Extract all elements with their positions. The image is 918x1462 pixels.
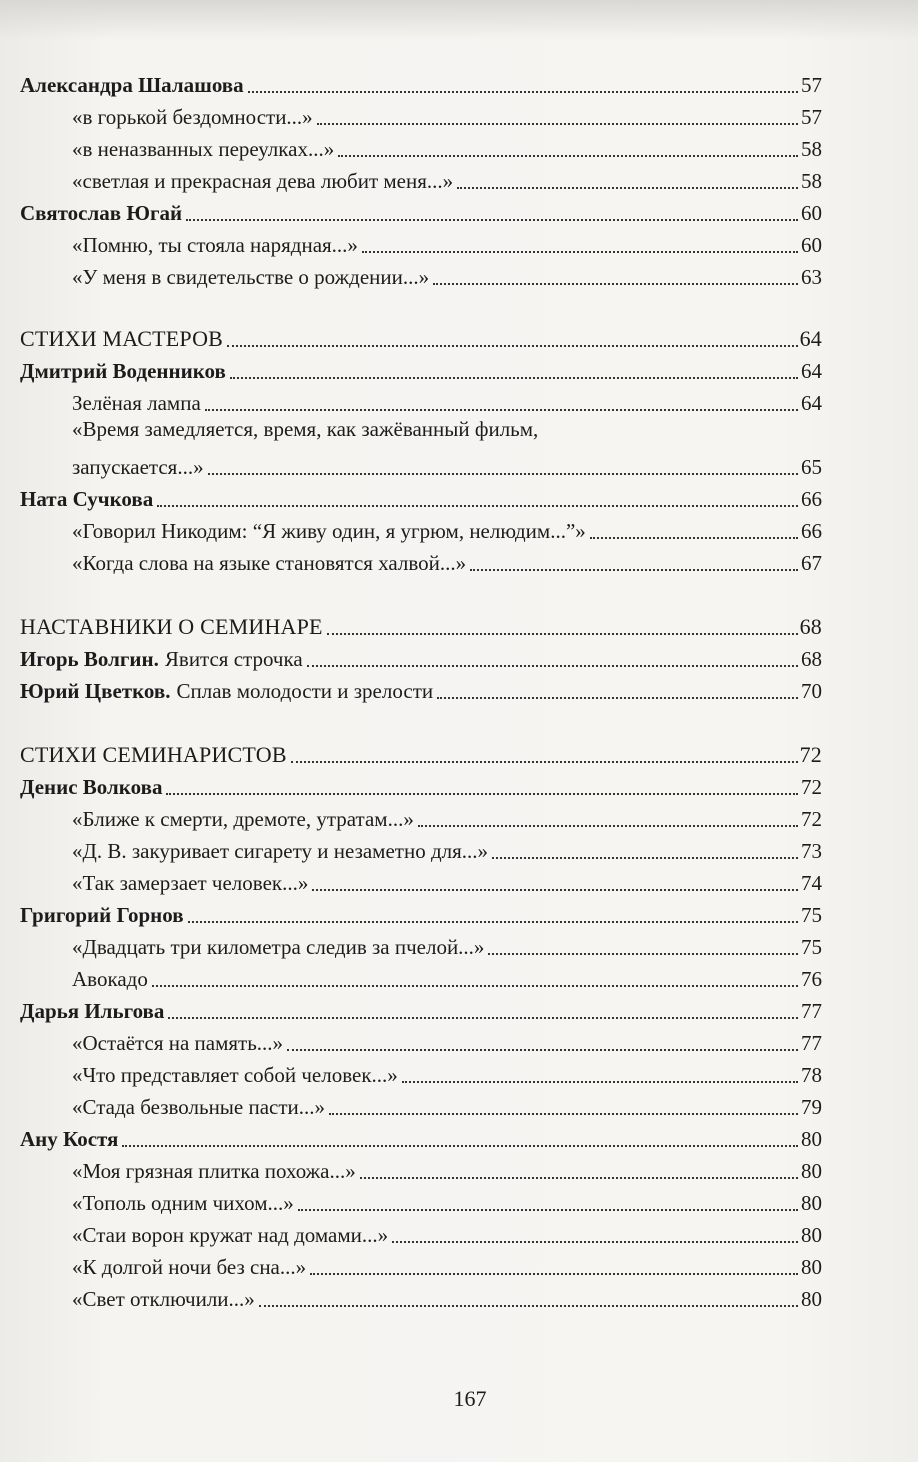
toc-entry-author	[20, 768, 822, 800]
toc-entry-author	[20, 352, 822, 384]
page-ref: 65	[801, 455, 822, 479]
poem-title: «Остаётся на память...»	[72, 1031, 284, 1055]
poem-title: «в горькой бездомности...»	[72, 105, 313, 129]
page-ref: 80	[801, 1159, 822, 1183]
page-ref: 75	[801, 935, 822, 959]
dot-leader	[259, 1295, 798, 1307]
poem-title: «Д. В. закуривает сигарету и незаметно для...»	[72, 839, 489, 863]
poem-title: «Двадцать три километра следив за пчелой...»	[72, 935, 485, 959]
page-ref: 60	[801, 201, 822, 225]
author-name: Александра Шалашова	[20, 73, 244, 97]
dot-leader	[186, 209, 798, 221]
poem-title: «Стаи ворон кружат над домами...»	[72, 1223, 389, 1247]
toc-entry-poem	[72, 384, 822, 416]
author-name: Святослав Югай	[20, 201, 183, 225]
author-name: Ану Костя	[20, 1127, 119, 1151]
dot-leader	[208, 463, 798, 475]
dot-leader	[488, 943, 798, 955]
dot-leader	[360, 1167, 798, 1179]
essay-title: Сплав молодости и зрелости	[176, 679, 434, 703]
toc-entry-author	[20, 992, 822, 1024]
section-title: СТИХИ МАСТЕРОВ	[20, 326, 224, 351]
toc-entry-essay	[20, 672, 822, 704]
dot-leader	[298, 1199, 798, 1211]
dot-leader	[287, 1039, 798, 1051]
page-number: 167	[453, 1386, 487, 1411]
page-ref: 74	[801, 871, 822, 895]
page-ref: 58	[801, 137, 822, 161]
dot-leader	[230, 367, 798, 379]
page-ref: 75	[801, 903, 822, 927]
page-ref: 78	[801, 1063, 822, 1087]
toc-entry-poem	[72, 800, 822, 832]
page-ref: 77	[801, 1031, 822, 1055]
dot-leader	[392, 1231, 798, 1243]
poem-title: «Моя грязная плитка похожа...»	[72, 1159, 356, 1183]
dot-leader	[470, 559, 798, 571]
dot-leader	[312, 879, 798, 891]
toc-entry-poem	[72, 928, 822, 960]
toc-entry-poem	[72, 832, 822, 864]
dot-leader	[338, 145, 798, 157]
poem-title: Авокадо	[72, 967, 148, 991]
page-ref: 77	[801, 999, 822, 1023]
dot-leader	[492, 847, 798, 859]
toc-entry-poem	[72, 1088, 822, 1120]
poem-title: «Так замерзает человек...»	[72, 871, 309, 895]
toc-entry-poem	[72, 130, 822, 162]
toc-entry-poem	[72, 258, 822, 290]
toc-entry-poem	[72, 226, 822, 258]
poem-title: «Стада безвольные пасти...»	[72, 1095, 326, 1119]
page-ref: 68	[799, 614, 822, 639]
page-ref: 67	[801, 551, 822, 575]
toc-entry-poem	[72, 544, 822, 576]
dot-leader	[307, 655, 798, 667]
poem-title-line1: «Время замедляется, время, как зажёванный фильм,	[72, 417, 539, 441]
page-ref: 72	[801, 775, 822, 799]
toc-section-heading	[20, 736, 822, 768]
author-name: Ната Сучкова	[20, 487, 154, 511]
dot-leader	[188, 911, 798, 923]
page-ref: 80	[801, 1223, 822, 1247]
author-name: Денис Волкова	[20, 775, 163, 799]
page-ref: 80	[801, 1191, 822, 1215]
toc-entry-author	[20, 480, 822, 512]
toc-entry-poem	[72, 1216, 822, 1248]
toc-entry-author	[20, 1120, 822, 1152]
dot-leader	[310, 1263, 798, 1275]
page-ref: 58	[801, 169, 822, 193]
dot-leader	[166, 783, 798, 795]
poem-title: «Ближе к смерти, дремоте, утратам...»	[72, 807, 414, 831]
poem-title: «светлая и прекрасная дева любит меня...»	[72, 169, 454, 193]
poem-title: «К долгой ночи без сна...»	[72, 1255, 307, 1279]
page-shadow	[0, 0, 918, 40]
dot-leader	[157, 495, 798, 507]
toc-entry-poem	[72, 162, 822, 194]
toc-entry-poem	[72, 1248, 822, 1280]
toc-entry-poem	[72, 512, 822, 544]
dot-leader	[433, 273, 798, 285]
page-ref: 73	[801, 839, 822, 863]
dot-leader	[329, 1103, 798, 1115]
page-ref: 70	[801, 679, 822, 703]
dot-leader	[291, 751, 798, 763]
author-name: Дарья Ильгова	[20, 999, 165, 1023]
poem-title: «Свет отключили...»	[72, 1287, 255, 1311]
page-ref: 80	[801, 1127, 822, 1151]
page-ref: 72	[799, 742, 822, 767]
poem-title: «Что представляет собой человек...»	[72, 1063, 398, 1087]
page-ref: 72	[801, 807, 822, 831]
author-name: Игорь Волгин.	[20, 647, 159, 671]
toc-entry-poem	[72, 1184, 822, 1216]
poem-title: «Когда слова на языке становятся халвой...»	[72, 551, 467, 575]
author-name: Григорий Горнов	[20, 903, 184, 927]
dot-leader	[327, 623, 798, 635]
toc-entry-poem	[72, 98, 822, 130]
page-ref: 57	[801, 105, 822, 129]
toc-entry-poem	[72, 960, 822, 992]
poem-title: Зелёная лампа	[72, 391, 201, 415]
dot-leader	[362, 241, 798, 253]
page-ref: 66	[801, 519, 822, 543]
page-ref: 64	[799, 326, 822, 351]
dot-leader	[590, 527, 798, 539]
page-ref: 64	[801, 391, 822, 415]
section-title: НАСТАВНИКИ О СЕМИНАРЕ	[20, 614, 323, 639]
toc-entry-author	[20, 896, 822, 928]
toc-entry-author	[20, 66, 822, 98]
essay-title: Явится строчка	[164, 647, 303, 671]
poem-title: «Тополь одним чихом...»	[72, 1191, 294, 1215]
toc-entry-poem	[72, 864, 822, 896]
poem-title: запускается...»	[72, 455, 204, 479]
toc-entry-poem	[72, 1024, 822, 1056]
toc-entry-author	[20, 194, 822, 226]
toc-entry-poem	[72, 1056, 822, 1088]
dot-leader	[437, 687, 798, 699]
page-ref: 63	[801, 265, 822, 289]
page-ref: 80	[801, 1255, 822, 1279]
dot-leader	[457, 177, 798, 189]
dot-leader	[248, 81, 798, 93]
page-ref: 57	[801, 73, 822, 97]
toc-entry-poem	[72, 1280, 822, 1312]
toc-entry-poem	[72, 1152, 822, 1184]
page-ref: 68	[801, 647, 822, 671]
toc-entry-poem	[72, 448, 822, 480]
toc-section-heading	[20, 608, 822, 640]
page-ref: 76	[801, 967, 822, 991]
dot-leader	[402, 1071, 798, 1083]
section-title: СТИХИ СЕМИНАРИСТОВ	[20, 742, 287, 767]
dot-leader	[168, 1007, 798, 1019]
dot-leader	[418, 815, 798, 827]
dot-leader	[317, 113, 798, 125]
author-name: Дмитрий Воденников	[20, 359, 226, 383]
page-ref: 79	[801, 1095, 822, 1119]
poem-title: «в неназванных переулках...»	[72, 137, 335, 161]
toc-section-heading	[20, 320, 822, 352]
poem-title: «Говорил Никодим: “Я живу один, я угрюм, нелюдим...”»	[72, 519, 586, 543]
dot-leader	[152, 975, 798, 987]
page-ref: 60	[801, 233, 822, 257]
dot-leader	[205, 399, 798, 411]
page-ref: 80	[801, 1287, 822, 1311]
page-ref: 66	[801, 487, 822, 511]
dot-leader	[227, 335, 798, 347]
page-ref: 64	[801, 359, 822, 383]
poem-title: «У меня в свидетельстве о рождении...»	[72, 265, 430, 289]
poem-title: «Помню, ты стояла нарядная...»	[72, 233, 358, 257]
dot-leader	[122, 1135, 798, 1147]
author-name: Юрий Цветков.	[20, 679, 171, 703]
toc-entry-essay	[20, 640, 822, 672]
